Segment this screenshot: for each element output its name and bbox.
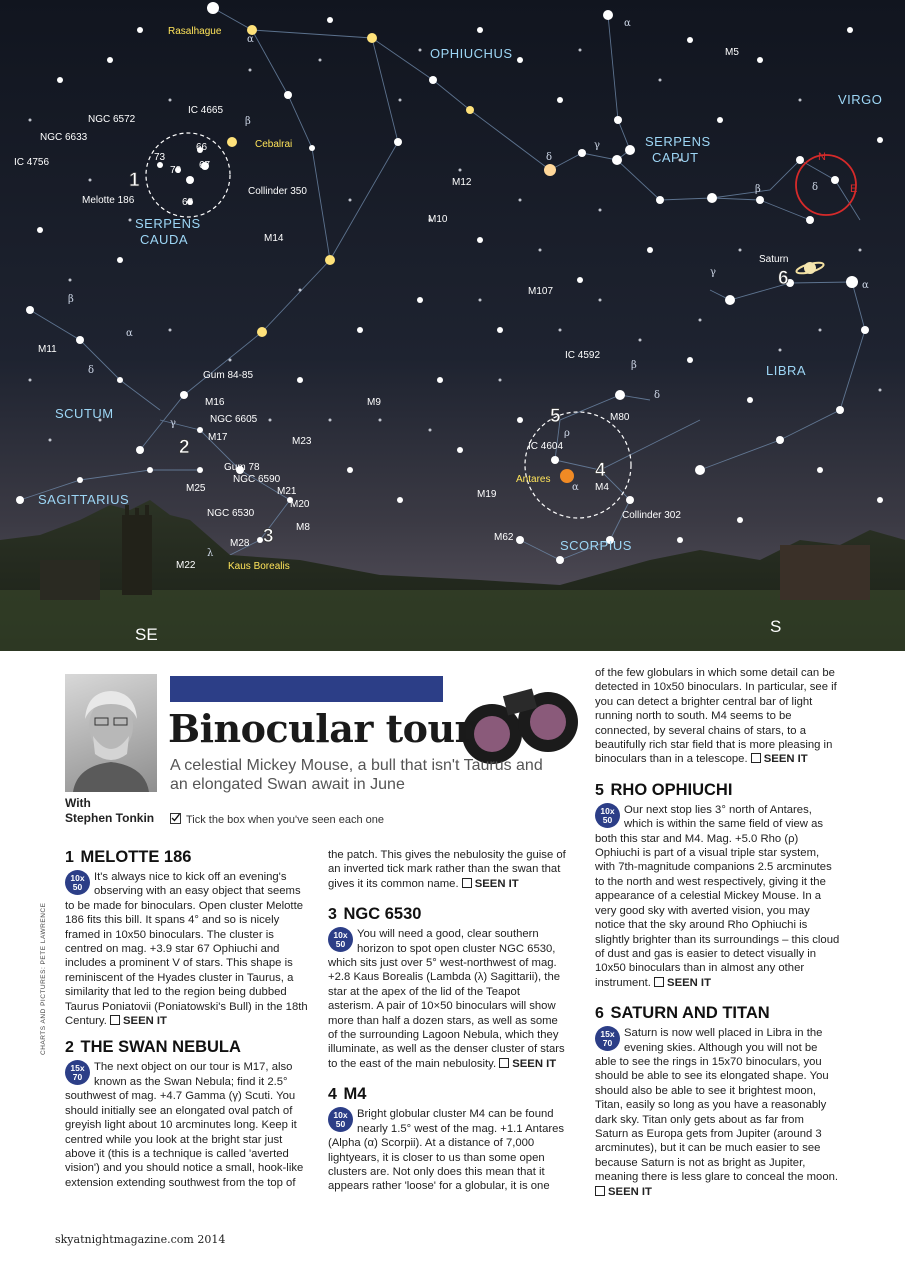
binocular-badge-6: 15x 70 <box>595 1026 620 1051</box>
seen-it-checkbox-6[interactable]: SEEN IT <box>595 1186 652 1198</box>
section-6-title: SATURN AND TITAN <box>610 1004 770 1023</box>
page-title: Binocular tour <box>168 706 475 751</box>
section-2-heading <box>65 1038 313 1057</box>
greek-17: α <box>862 280 869 291</box>
tick-checkbox-icon <box>170 813 181 824</box>
section-3-text: You will need a good, clear southern horizon to spot open cluster NGC 6530, which sits just over 5° west-northwest of mag. +2.8 Kaus Borealis (Lambda (λ) Sagittarii), the star at the apex of the lid of the Teapot asterism. A pair of 10×50 binoculars will show more than half a dozen stars, as well as some of the surrounding Lagoon Nebula, which they illuminate, as well as the denser cluster of stars to the east of the main nebulosity. <box>328 928 565 1070</box>
section-1-heading <box>65 848 313 867</box>
section-3-heading <box>328 905 568 924</box>
label-m25: M25 <box>186 483 206 494</box>
tick-note <box>170 813 384 826</box>
label-m80: M80 <box>610 412 630 423</box>
section-3-body <box>328 927 568 1071</box>
tour-number-6: 6 <box>778 268 789 289</box>
greek-7: β <box>68 294 74 305</box>
constellation-serpens-caput-2: CAPUT <box>652 150 699 165</box>
section-2-body <box>65 1060 313 1190</box>
section-4-body <box>328 1107 568 1193</box>
section-1-text: It's always nice to kick off an evening's observing with an easy object that seems to be made for binoculars. Open cluster Melotte 186 fits this bill. It spans 4° and so is nicely framed in 10x50 binoculars. The cluster is centred on mag. +3.9 star 67 Ophiuchi and includes a prominent V of stars. This shape is reminiscent of the Hyades cluster in Taurus, a similarity that led to the region being dubbed Taurus Poniatovii (Poniatowski's Bull) in the 18th Century. <box>65 871 308 1028</box>
label-m5: M5 <box>725 47 739 58</box>
label-m22: M22 <box>176 560 196 571</box>
greek-14: β <box>631 360 637 371</box>
portrait-icon <box>65 674 157 792</box>
section-5-title: RHO OPHIUCHI <box>610 780 733 799</box>
label-m16: M16 <box>205 397 225 408</box>
section-2-body-cont <box>328 848 568 891</box>
greek-13: α <box>572 482 579 493</box>
label-collinder-302: Collinder 302 <box>622 510 681 521</box>
star-cebalrai: Cebalrai <box>255 139 293 150</box>
label-m21: M21 <box>277 486 297 497</box>
greek-5: β <box>755 184 761 195</box>
greek-2: β <box>245 116 251 127</box>
section-6-text: Saturn is now well placed in Libra in the evening skies. Although you will not be able to see the rings in 15x70 binoculars, you should be able to see its elongated shape. You should also be able to see it brightest moon, Titan, easily so long as you have a reasonably dark sky. Titan only gets about as far from Saturn as Europa gets from Jupiter (around 3 arcminutes), but it can be much easier to see because Saturn is not as bright as Jupiter, meaning there is less glare to conceal the moon. <box>595 1027 839 1184</box>
greek-18: γ <box>594 140 600 151</box>
label-m14: M14 <box>264 233 284 244</box>
section-6-number: 6 <box>595 1005 604 1023</box>
tour-number-5: 5 <box>550 406 561 427</box>
section-3-title: NGC 6530 <box>343 905 422 924</box>
constellation-libra: LIBRA <box>766 363 807 378</box>
column-1 <box>65 848 313 1190</box>
label-m19: M19 <box>477 489 497 500</box>
label-ngc-6605: NGC 6605 <box>210 414 258 425</box>
tour-number-2: 2 <box>179 437 190 458</box>
section-5-number: 5 <box>595 781 604 799</box>
tour-number-4: 4 <box>595 460 606 481</box>
label-m62: M62 <box>494 532 514 543</box>
label-m20: M20 <box>290 499 310 510</box>
binocular-badge-3: 10x 50 <box>328 927 353 952</box>
greek-8: α <box>126 328 133 339</box>
label-ic-4592: IC 4592 <box>565 350 601 361</box>
seen-it-checkbox-5[interactable]: SEEN IT <box>654 977 711 989</box>
section-2-number: 2 <box>65 1039 74 1057</box>
binocular-badge-2: 15x 70 <box>65 1060 90 1085</box>
seen-it-checkbox-1[interactable]: SEEN IT <box>110 1015 167 1027</box>
section-4-heading <box>328 1085 568 1104</box>
star-66: 66 <box>196 142 208 153</box>
tick-note-text: Tick the box when you've seen each one <box>186 814 384 826</box>
label-m4: M4 <box>595 482 609 493</box>
greek-4: δ <box>546 152 553 163</box>
section-1-body <box>65 870 313 1028</box>
label-ic-4604: IC 4604 <box>528 441 564 452</box>
horizon-s: S <box>770 617 782 636</box>
author-portrait <box>65 674 157 792</box>
section-4-body-cont <box>595 666 840 767</box>
section-2-title: THE SWAN NEBULA <box>80 1038 241 1057</box>
seen-it-checkbox-3[interactable]: SEEN IT <box>499 1058 556 1070</box>
star-70: 70 <box>170 165 182 176</box>
constellation-scorpius: SCORPIUS <box>560 538 632 553</box>
label-ngc-6530: NGC 6530 <box>207 508 255 519</box>
binocular-badge-5: 10x 50 <box>595 803 620 828</box>
label-ngc-6572: NGC 6572 <box>88 114 136 125</box>
greek-11: λ <box>207 548 214 559</box>
greek-6: γ <box>710 267 716 278</box>
label-m10: M10 <box>428 214 448 225</box>
constellation-serpens-cauda-2: CAUDA <box>140 232 189 247</box>
column-3 <box>595 666 840 1199</box>
label-ngc-6633: NGC 6633 <box>40 132 88 143</box>
constellation-virgo: VIRGO <box>838 92 883 107</box>
section-1-number: 1 <box>65 849 74 866</box>
label-m9: M9 <box>367 397 381 408</box>
tour-number-3: 3 <box>263 526 274 547</box>
horizon-se: SE <box>135 625 158 644</box>
label-m17: M17 <box>208 432 228 443</box>
constellation-serpens-caput-1: SERPENS <box>645 134 711 149</box>
page-subtitle: A celestial Mickey Mouse, a bull that isn't Taurus and an elongated Swan await in June <box>170 757 543 793</box>
section-2-text: The next object on our tour is M17, also known as the Swan Nebula; find it 2.5° southwest of mag. +4.7 Gamma (γ) Scuti. You should initially see an elongated oval patch of greyish light about 10 arcminutes long. Keep it centred while you look at the bright star just above it (this is a technique is called 'averted vision') and you should notice a small, hook-like extension extending southwest from the top of <box>65 1061 304 1189</box>
compass-east: E <box>850 183 858 195</box>
section-2-text-cont: the patch. This gives the nebulosity the guise of an inverted tick mark rather than the swan that gives it its common name. <box>328 849 566 890</box>
section-5-heading <box>595 781 840 800</box>
label-saturn: Saturn <box>759 254 789 265</box>
section-4-title: M4 <box>343 1085 367 1104</box>
column-2 <box>328 848 568 1194</box>
label-gum-78: Gum 78 <box>224 462 260 473</box>
byline-with: With <box>65 796 91 810</box>
star-73: 73 <box>154 152 166 163</box>
compass-north: N <box>818 151 826 163</box>
byline <box>65 796 154 826</box>
label-ic-4665: IC 4665 <box>188 105 224 116</box>
constellation-scutum: SCUTUM <box>55 406 114 421</box>
footer-url: skyatnightmagazine.com 2014 <box>55 1233 226 1246</box>
star-antares: Antares <box>516 474 551 485</box>
section-1-title: MELOTTE 186 <box>80 848 192 866</box>
seen-it-checkbox-4[interactable]: SEEN IT <box>751 753 808 765</box>
section-5-text: Our next stop lies 3° north of Antares, which is within the same field of view as both this star and M4. Mag. +5.0 Rho (ρ) Ophiuchi is part of a visual triple star system, with 7th-magnitude companions 2.5 arcminutes to the north and west respectively, giving it the appearance of a celestial Mickey Mouse. In a very good sky with averted vision, you may notice that the sky around Rho Ophiuchi is slightly brighter than its surroundings – this cloud of dust and gas is easier to detect visually in 10x50 binoculars than in almost any other instrument. <box>595 803 840 989</box>
section-3-number: 3 <box>328 906 337 924</box>
label-m23: M23 <box>292 436 312 447</box>
section-6-heading <box>595 1004 840 1023</box>
greek-10: γ <box>170 418 176 429</box>
greek-16: δ <box>812 182 819 193</box>
label-gum-84-85: Gum 84-85 <box>203 370 254 381</box>
binocular-badge-4: 10x 50 <box>328 1107 353 1132</box>
greek-9: δ <box>88 365 95 376</box>
section-4-text-cont: of the few globulars in which some detail can be detected in 10x50 binoculars. In particular, see if you can detect a brighter central bar of light running north to south. M4 seems to be connected, by several chains of stars, to a beautifully rich star field that is more pleasing in binoculars than in a telescope. <box>595 667 837 766</box>
photo-credit: CHARTS AND PICTURES: PETE LAWRENCE <box>40 902 47 1055</box>
section-4-number: 4 <box>328 1086 337 1104</box>
greek-3: α <box>624 18 631 29</box>
section-4-text: Bright globular cluster M4 can be found nearly 1.5° west of the mag. +1.1 Antares (Alpha (α) Scorpii). At a distance of 7,000 lightyears, it is closer to us than some open clusters are. Not only does this mean that it appears rather 'loose' for a globular, it is one <box>328 1108 565 1193</box>
section-5-body <box>595 803 840 990</box>
label-ic-4756: IC 4756 <box>14 157 50 168</box>
constellation-sagittarius: SAGITTARIUS <box>38 492 130 507</box>
greek-1: α <box>247 34 254 45</box>
label-m28: M28 <box>230 538 250 549</box>
tour-number-1: 1 <box>129 170 140 191</box>
star-kaus-borealis: Kaus Borealis <box>228 561 290 572</box>
title-bar <box>170 676 443 702</box>
label-ngc-6590: NGC 6590 <box>233 474 281 485</box>
constellation-serpens-cauda-1: SERPENS <box>135 216 201 231</box>
constellation-ophiuchus: OPHIUCHUS <box>430 46 513 61</box>
label-m107: M107 <box>528 286 554 297</box>
label-m11: M11 <box>38 344 57 355</box>
byline-author: Stephen Tonkin <box>65 811 155 825</box>
seen-it-checkbox-2[interactable]: SEEN IT <box>462 878 519 890</box>
label-melotte-186: Melotte 186 <box>82 195 135 206</box>
star-67: 67 <box>199 160 211 171</box>
star-68: 68 <box>182 197 194 208</box>
greek-15: δ <box>654 390 661 401</box>
label-m12: M12 <box>452 177 472 188</box>
binocular-badge-1: 10x 50 <box>65 870 90 895</box>
label-collinder-350: Collinder 350 <box>248 186 307 197</box>
greek-12: ρ <box>564 428 570 439</box>
star-rasalhague: Rasalhague <box>168 26 222 37</box>
section-6-body <box>595 1026 840 1199</box>
label-m8: M8 <box>296 522 310 533</box>
